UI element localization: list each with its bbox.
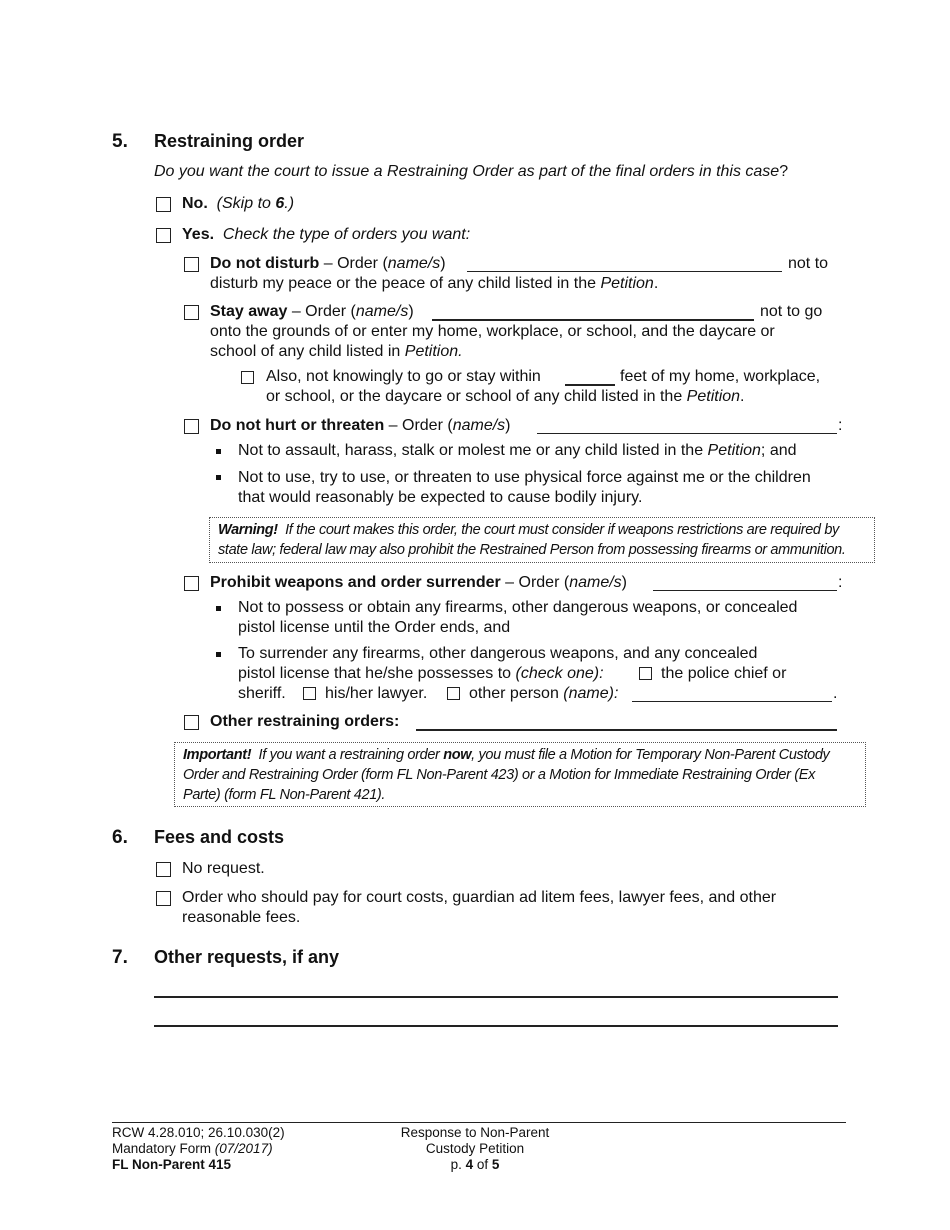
also-distance-checkbox[interactable]: [241, 371, 254, 384]
stay-away-not-to-go: not to go: [760, 303, 823, 320]
do-not-disturb-order: Do not disturb – Order (name/s): [210, 255, 446, 272]
warning-notice: Warning! If the court makes this order, the court must consider if weapons restrictions are required by state law; federal law may also prohibit the Restrained Person from possessing firearms or ammunition.: [209, 517, 875, 563]
no-request-checkbox[interactable]: [156, 862, 171, 877]
police-chief-checkbox[interactable]: [639, 667, 652, 680]
other-restraining-label: Other restraining orders:: [210, 713, 400, 730]
section-7-title: Other requests, if any: [154, 947, 340, 967]
no-checkbox[interactable]: [156, 197, 171, 212]
do-not-disturb-checkbox[interactable]: [184, 257, 199, 272]
weapons-bullet-1-line2: pistol license until the Order ends, and: [238, 619, 511, 636]
weapons-bullet-1-line1: Not to possess or obtain any firearms, other dangerous weapons, or concealed: [238, 599, 798, 616]
do-not-disturb-name-field[interactable]: [467, 271, 782, 272]
footer-divider: [112, 1122, 846, 1123]
section-5-number: 5.: [112, 131, 128, 152]
police-chief-label: the police chief or: [661, 665, 787, 682]
sheriff-label: sheriff.: [238, 685, 286, 702]
other-restraining-checkbox[interactable]: [184, 715, 199, 730]
order-fees-line2: reasonable fees.: [182, 909, 301, 926]
footer-left: RCW 4.28.010; 26.10.030(2) Mandatory Form (07/2017) FL Non-Parent 415: [112, 1125, 285, 1172]
prohibit-weapons-colon: :: [838, 574, 843, 591]
stay-away-order: Stay away – Order (name/s): [210, 303, 414, 320]
bullet-icon: [216, 475, 221, 480]
also-distance-line2: or school, or the daycare or school of any child listed in the Petition.: [266, 388, 745, 405]
do-not-hurt-checkbox[interactable]: [184, 419, 199, 434]
other-person-name-field[interactable]: [632, 701, 832, 702]
section-6-title: Fees and costs: [154, 827, 285, 847]
weapons-bullet-2-line1: To surrender any firearms, other dangerous weapons, and any concealed: [238, 645, 758, 662]
section-6-number: 6.: [112, 827, 128, 848]
other-person-label: other person (name):: [469, 685, 619, 702]
do-not-hurt-order: Do not hurt or threaten – Order (name/s): [210, 417, 511, 434]
do-not-hurt-bullet-1: Not to assault, harass, stalk or molest me or any child listed in the Petition; and: [238, 442, 797, 459]
also-distance-text: Also, not knowingly to go or stay within: [266, 368, 541, 385]
prohibit-weapons-checkbox[interactable]: [184, 576, 199, 591]
prohibit-weapons-order: Prohibit weapons and order surrender – Order (name/s): [210, 574, 627, 591]
do-not-disturb-not-to: not to: [788, 255, 829, 272]
stay-away-line2: onto the grounds of or enter my home, workplace, or school, and the daycare or: [210, 323, 775, 340]
stay-away-checkbox[interactable]: [184, 305, 199, 320]
weapons-bullet-2-line2: pistol license that he/she possesses to (check one):: [238, 665, 604, 682]
section-5-title: Restraining order: [154, 131, 305, 151]
feet-distance-field[interactable]: [565, 384, 615, 386]
important-notice: Important! If you want a restraining order now, you must file a Motion for Temporary Non-Parent Custody Order and Restraining Order (form FL Non-Parent 423) or a Motion for Immediate Restraining Order (Ex Parte) (form FL Non-Parent 421).: [174, 742, 866, 807]
other-restraining-field[interactable]: [416, 729, 837, 731]
do-not-hurt-bullet-2-line2: that would reasonably be expected to cause bodily injury.: [238, 489, 643, 506]
other-requests-line-1[interactable]: [154, 996, 838, 998]
do-not-hurt-bullet-2-line1: Not to use, try to use, or threaten to use physical force against me or the children: [238, 469, 811, 486]
do-not-hurt-colon: :: [838, 417, 843, 434]
prohibit-weapons-name-field[interactable]: [653, 590, 837, 591]
yes-checkbox[interactable]: [156, 228, 171, 243]
lawyer-checkbox[interactable]: [303, 687, 316, 700]
stay-away-line3: school of any child listed in Petition.: [210, 343, 463, 360]
other-requests-line-2[interactable]: [154, 1025, 838, 1027]
bullet-icon: [216, 606, 221, 611]
stay-away-name-field[interactable]: [432, 319, 754, 321]
yes-option-label: Yes. Check the type of orders you want:: [182, 226, 471, 243]
also-distance-text-post: feet of my home, workplace,: [620, 368, 821, 385]
lawyer-label: his/her lawyer.: [325, 685, 428, 702]
do-not-disturb-line2: disturb my peace or the peace of any child listed in the Petition.: [210, 275, 659, 292]
order-fees-line1: Order who should pay for court costs, guardian ad litem fees, lawyer fees, and other: [182, 889, 777, 906]
no-request-label: No request.: [182, 860, 265, 877]
section-7-number: 7.: [112, 947, 128, 968]
do-not-hurt-name-field[interactable]: [537, 433, 837, 434]
page-number: p. 4 of 5: [450, 1157, 500, 1172]
bullet-icon: [216, 652, 221, 657]
bullet-icon: [216, 449, 221, 454]
other-person-checkbox[interactable]: [447, 687, 460, 700]
section-5-question: Do you want the court to issue a Restraining Order as part of the final orders in this case?: [154, 163, 789, 180]
footer-center: Response to Non-Parent Custody Petition p. 4 of 5: [395, 1125, 555, 1173]
order-fees-checkbox[interactable]: [156, 891, 171, 906]
other-person-period: .: [833, 685, 838, 702]
no-option-label: No. (Skip to 6.): [182, 195, 295, 212]
